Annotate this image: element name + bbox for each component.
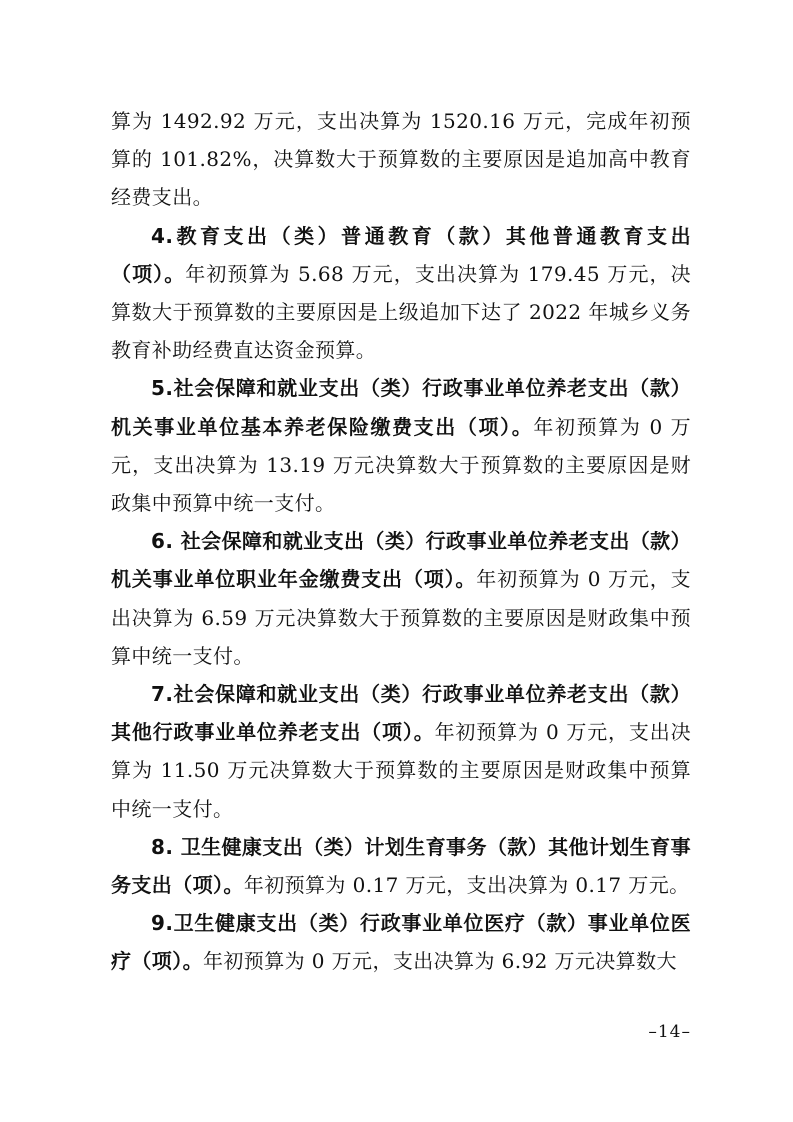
paragraph-item-5	[111, 369, 691, 522]
paragraph-body: 年初预算为 0 万元，支出决算为 11.50 万元决算数大于预算数的主要原因是财政集中预算中统一支付。	[111, 720, 691, 821]
paragraph-heading: 4.教育支出（类）普通教育（款）其他普通教育支出（项）。	[111, 223, 691, 286]
paragraph-item-4	[111, 217, 691, 370]
paragraph-item-6	[111, 522, 691, 675]
paragraph-heading: 5.社会保障和就业支出（类）行政事业单位养老支出（款）机关事业单位基本养老保险缴费支出（项）。	[111, 376, 691, 439]
paragraph-item-9	[111, 904, 691, 980]
paragraph-body: 年初预算为 0 万元，支出决算为 13.19 万元决算数大于预算数的主要原因是财政集中预算中统一支付。	[111, 414, 692, 516]
paragraph-body: 算为 1492.92 万元，支出决算为 1520.16 万元，完成年初预算的 101.82%，决算数大于预算数的主要原因是追加高中教育经费支出。	[111, 109, 691, 210]
paragraph-body: 年初预算为 0 万元，支出决算为 6.92 万元决算数大	[203, 949, 677, 974]
paragraph-heading: 9.卫生健康支出（类）行政事业单位医疗（款）事业单位医疗（项）。	[111, 911, 691, 974]
paragraph-heading: 7.社会保障和就业支出（类）行政事业单位养老支出（款）其他行政事业单位养老支出（项）。	[111, 682, 691, 745]
paragraph-heading: 8. 卫生健康支出（类）计划生育事务（款）其他计划生育事务支出（项）。	[111, 834, 691, 898]
document-body	[111, 102, 691, 981]
paragraph-continued	[111, 102, 691, 217]
paragraph-body: 年初预算为 0.17 万元，支出决算为 0.17 万元。	[243, 873, 690, 898]
paragraph-item-8	[111, 828, 691, 904]
page-number: –14–	[648, 1022, 691, 1042]
paragraph-body: 年初预算为 5.68 万元，支出决算为 179.45 万元，决算数大于预算数的主要原因是上级追加下达了 2022 年城乡义务教育补助经费直达资金预算。	[111, 261, 691, 363]
paragraph-heading: 6. 社会保障和就业支出（类）行政事业单位养老支出（款）机关事业单位职业年金缴费支出（项）。	[111, 529, 691, 592]
paragraph-body: 年初预算为 0 万元，支出决算为 6.59 万元决算数大于预算数的主要原因是财政集中预算中统一支付。	[111, 567, 691, 668]
paragraph-item-7	[111, 675, 691, 828]
